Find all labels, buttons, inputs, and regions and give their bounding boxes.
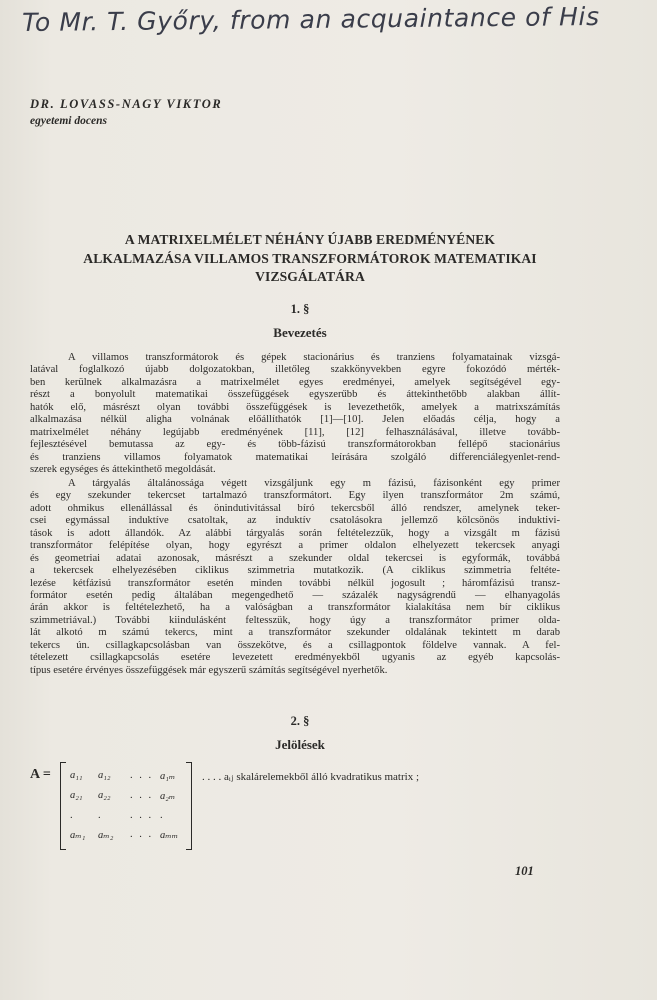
- matrix-element: a₂₂: [98, 790, 111, 801]
- section-2-number: 2. §: [290, 714, 310, 728]
- matrix-right-bracket: [186, 762, 192, 850]
- text-line: A villamos transzformátorok és gépek stacionárius és tranziens folyamatainak vizsgá-: [68, 352, 560, 363]
- text-line: formátor esetén pedig általában megengedhető — százalék nagyságrendű — elhanyagolás: [30, 589, 560, 601]
- text-line: részt a bonyolult matematikai összefüggések egyszerűbb és áttekinthetőbb alakban állít-: [30, 389, 560, 401]
- text-line: ben kerülnek alkalmazásra a matrixelmélet egyes eredményei, amelyek segítségével egy-: [30, 376, 560, 388]
- matrix-element: .: [98, 810, 103, 821]
- section-1-number: 1. §: [290, 302, 310, 316]
- text-line: alkalmazása nélkül aligha volnának előállíthatók [1]—[10]. Jelen előadás célja, hogy a: [30, 414, 560, 426]
- title-line: ALKALMAZÁSA VILLAMOS TRANSZFORMÁTOROK MATEMATIKAI: [83, 250, 537, 266]
- text-line: transzformátor felépítése olyan, hogy egyrészt a primer oldalon elhelyezett tekercsek anyagi: [30, 540, 560, 552]
- matrix-element: . . .: [130, 829, 154, 840]
- text-line: lezése kétfázisú transzformátor esetén minden további nélkül jogosult ; háromfázisú transz-: [30, 577, 560, 589]
- text-line: adott ohmikus ellenállással és önindutivitással bíró tekercsből álló rendszer, amelynek teker-: [30, 502, 560, 514]
- matrix-element: aₘₘ: [160, 830, 179, 841]
- title-line: A MATRIXELMÉLET NÉHÁNY ÚJABB EREDMÉNYÉNEK: [124, 232, 496, 247]
- matrix-element: a₁ₘ: [160, 771, 176, 782]
- handwritten-inscription: To Mr. T. Győry, from an acquaintance of His: [22, 1, 600, 37]
- matrix-element: aₘ₂: [98, 830, 114, 841]
- matrix-element: . . .: [130, 770, 154, 781]
- matrix-definition: [30, 762, 590, 852]
- matrix-element: .: [160, 810, 165, 821]
- text-line: csei egymással induktíve csatoltak, az induktív csatolásokra jellemző kölcsönös induktivi-: [30, 515, 560, 527]
- matrix-label: A =: [30, 767, 51, 782]
- matrix-description: . . . . aᵢⱼ skalárelemekből álló kvadratikus matrix ;: [202, 771, 420, 783]
- matrix-element: a₁₂: [98, 770, 111, 781]
- title-line: VIZSGÁLATÁRA: [255, 269, 365, 284]
- text-line: és geometriai adatai azonosak, másrészt a szekunder oldal tekercsei is egyformák, továbbá: [30, 552, 560, 564]
- text-line: tételezett csillagkapcsolás esetére levezetett eredményekből ugyanis az egyéb kapcsolás-: [30, 652, 560, 664]
- text-line: és tranziens villamos folyamatok matematikai leírására szolgáló differenciálegyenlet-rend-: [30, 451, 560, 463]
- text-line: A tárgyalás általánossága végett vizsgáljunk egy m fázisú, fázisonként egy primer: [68, 478, 560, 489]
- text-line: tások is adott állandók. Az alábbi tárgyalás során feltételezzük, hogy a vizsgált m fázisú: [30, 527, 560, 539]
- author-name: DR. LOVASS-NAGY VIKTOR: [30, 97, 223, 111]
- paragraph-discussion: [30, 478, 560, 677]
- text-line: szimmetriával.) További kiindulásként feltesszük, hogy úgy a transzformátor primer olda-: [30, 614, 560, 626]
- text-line: latával foglalkozó újabb dolgozatokban, illetőleg szakkönyvekben egyre fokozódó mérték-: [30, 364, 560, 376]
- section-2-title: Jelölések: [275, 737, 325, 752]
- text-line: tekercs ún. csillagkapcsolásban van összekötve, és a csillagpontok földelve vannak. A fel-: [30, 639, 560, 651]
- matrix-element: . . .: [130, 790, 154, 801]
- text-line: árán akkor is feltételezhető, ha a valóságban a transzformátor kialakítása nem bír ciklikus: [30, 602, 560, 614]
- text-line: szerek egységes és áttekinthető megoldását.: [30, 463, 216, 475]
- paragraph-introduction: [30, 352, 560, 476]
- matrix-element: a₂ₘ: [160, 791, 176, 802]
- text-line: lát alkotó m számú tekercs, mint a transzformátor szekunder oldalának tekintett m darab: [30, 627, 560, 639]
- section-1-title: Bevezetés: [273, 325, 327, 340]
- paper-title: [40, 231, 580, 287]
- text-line: fejlesztésével bemutassa az egy- és több-fázisú transzformátorokban fellépő stacionárius: [30, 439, 560, 451]
- author-affiliation: egyetemi docens: [30, 115, 107, 127]
- text-line: típus esetére érvényes összefüggések már egyszerű számítás segítségével nyerhetők.: [30, 664, 388, 676]
- matrix-element: aₘ₁: [70, 830, 86, 841]
- page-number: 101: [515, 864, 534, 878]
- text-line: hatók elő, másrészt olyan további összefüggések is levezethetők, amelyek a matrixszámítás: [30, 401, 560, 413]
- text-line: matrixelmélet néhány legújabb eredményének [11], [12] felhasználásával, illetve tovább-: [30, 426, 560, 438]
- text-line: és egy szekunder tekercset tartalmazó transzformátort. Egy ilyen transzformátor 2m számú,: [30, 490, 560, 502]
- text-line: a tekercsek elhelyezésében ciklikus szimmetria mutatkozik. (A ciklikus szimmetria feltéte-: [30, 565, 560, 577]
- matrix-element: .: [70, 810, 75, 821]
- matrix-element: a₁₁: [70, 770, 83, 781]
- matrix-element: . . .: [130, 810, 154, 821]
- matrix-element: a₂₁: [70, 790, 83, 801]
- matrix-left-bracket: [60, 762, 66, 850]
